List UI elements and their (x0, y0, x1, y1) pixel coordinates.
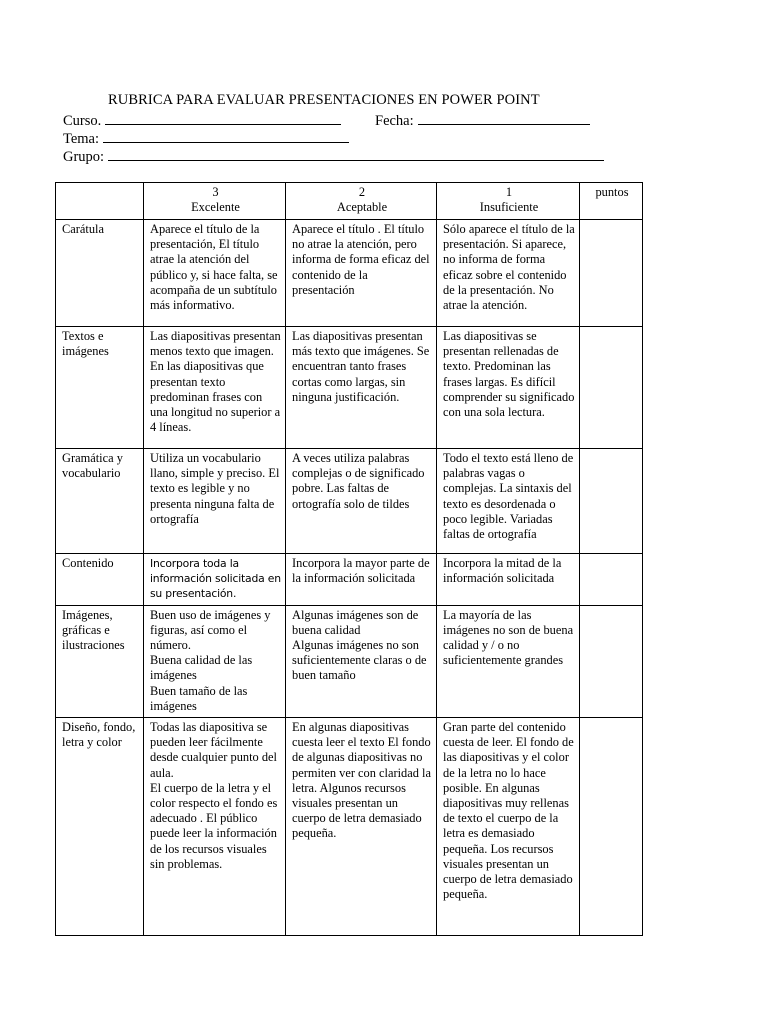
excelente-cell: Aparece el título de la presentación, El título atrae la atención del público y, si hace falta, se acompaña de un subtítulo más informativo. (144, 220, 286, 327)
score-number: 3 (212, 185, 219, 199)
puntos-cell[interactable] (580, 220, 643, 327)
score-label: Excelente (191, 200, 240, 215)
grupo-field (63, 147, 604, 166)
score-label: Aceptable (336, 200, 388, 215)
score-number: 2 (358, 185, 366, 199)
header-excelente-cell (144, 183, 286, 220)
aceptable-cell: Las diapositivas presentan más texto que imágenes. Se encuentran tanto frases cortas como largas, sin ninguna justificación. (286, 327, 437, 449)
aceptable-cell: Algunas imágenes son de buena calidad Algunas imágenes no son suficientemente claras o de buen tamaño (286, 605, 437, 717)
criterion-cell: Imágenes, gráficas e ilustraciones (56, 605, 144, 717)
table-row (56, 718, 643, 936)
criterion-cell: Contenido (56, 554, 144, 606)
criterion-cell: Textos e imágenes (56, 327, 144, 449)
puntos-cell[interactable] (580, 554, 643, 606)
excelente-cell: Las diapositivas presentan menos texto que imagen. En las diapositivas que presentan texto predominan frases con una longitud no superior a 4 líneas. (144, 327, 286, 449)
insuficiente-cell: Gran parte del contenido cuesta de leer. El fondo de las diapositivas y el color de la letra no lo hace posible. En algunas diapositivas muy rellenas de texto el cuerpo de la letra es demasiado pequeña. Los recursos visuales presentan un cuerpo de letra demasiado pequeña. (437, 718, 580, 936)
header-aceptable-cell (286, 183, 437, 220)
table-row (56, 327, 643, 449)
puntos-cell[interactable] (580, 718, 643, 936)
excelente-cell: Buen uso de imágenes y figuras, así como el número. Buena calidad de las imágenes Buen tamaño de las imágenes (144, 605, 286, 717)
aceptable-cell: Aparece el título . El título no atrae la atención, pero informa de forma eficaz del contenido de la presentación (286, 220, 437, 327)
table-row (56, 554, 643, 606)
excelente-cell: Todas las diapositiva se pueden leer fácilmente desde cualquier punto del aula. El cuerpo de la letra y el color respecto el fondo es adecuado . El público puede leer la información de los recursos visuales sin problemas. (144, 718, 286, 936)
tema-field (63, 129, 349, 148)
excelente-cell: Utiliza un vocabulario llano, simple y preciso. El texto es legible y no presenta ninguna falta de ortografía (144, 449, 286, 554)
score-number: 1 (505, 185, 513, 199)
insuficiente-cell: Todo el texto está lleno de palabras vagas o complejas. La sintaxis del texto es desordenada o poco legible. Variadas faltas de ortografía (437, 449, 580, 554)
curso-label: Curso. (63, 113, 102, 129)
grupo-blank-line[interactable] (108, 147, 604, 161)
excelente-cell: Incorpora toda la información solicitada en su presentación. (144, 554, 286, 606)
puntos-label: puntos (595, 185, 629, 199)
criterion-cell: Diseño, fondo, letra y color (56, 718, 144, 936)
aceptable-cell: Incorpora la mayor parte de la información solicitada (286, 554, 437, 606)
table-row (56, 605, 643, 717)
insuficiente-cell: La mayoría de las imágenes no son de buena calidad y / o no suficientemente grandes (437, 605, 580, 717)
score-label: Insuficiente (479, 200, 539, 215)
curso-blank-line[interactable] (105, 111, 341, 125)
fecha-blank-line[interactable] (418, 111, 590, 125)
curso-field (63, 111, 341, 130)
tema-blank-line[interactable] (103, 129, 349, 143)
fecha-label: Fecha: (375, 113, 414, 129)
header-puntos-cell (580, 183, 643, 220)
header-criterion-cell (56, 183, 144, 220)
grupo-label: Grupo: (63, 149, 105, 165)
puntos-cell[interactable] (580, 449, 643, 554)
puntos-cell[interactable] (580, 327, 643, 449)
rubric-table (55, 182, 643, 936)
document-title: RUBRICA PARA EVALUAR PRESENTACIONES EN POWER POINT (108, 92, 540, 108)
criterion-cell: Carátula (56, 220, 144, 327)
header-insuficiente-cell (437, 183, 580, 220)
tema-label: Tema: (63, 131, 100, 147)
puntos-cell[interactable] (580, 605, 643, 717)
criterion-cell: Gramática y vocabulario (56, 449, 144, 554)
aceptable-cell: En algunas diapositivas cuesta leer el texto El fondo de algunas diapositivas no permiten ver con claridad la letra. Algunos recursos visuales presentan un cuerpo de letra demasiado pequeña. (286, 718, 437, 936)
insuficiente-cell: Las diapositivas se presentan rellenadas de texto. Predominan las frases largas. Es difícil comprender su significado con una sola lectura. (437, 327, 580, 449)
table-row (56, 449, 643, 554)
insuficiente-cell: Sólo aparece el título de la presentación. Si aparece, no informa de forma eficaz sobre el contenido de la presentación. No atrae la atención. (437, 220, 580, 327)
table-header-row (56, 183, 643, 220)
table-row (56, 220, 643, 327)
aceptable-cell: A veces utiliza palabras complejas o de significado pobre. Las faltas de ortografía solo de tildes (286, 449, 437, 554)
fecha-field (375, 111, 590, 130)
insuficiente-cell: Incorpora la mitad de la información solicitada (437, 554, 580, 606)
